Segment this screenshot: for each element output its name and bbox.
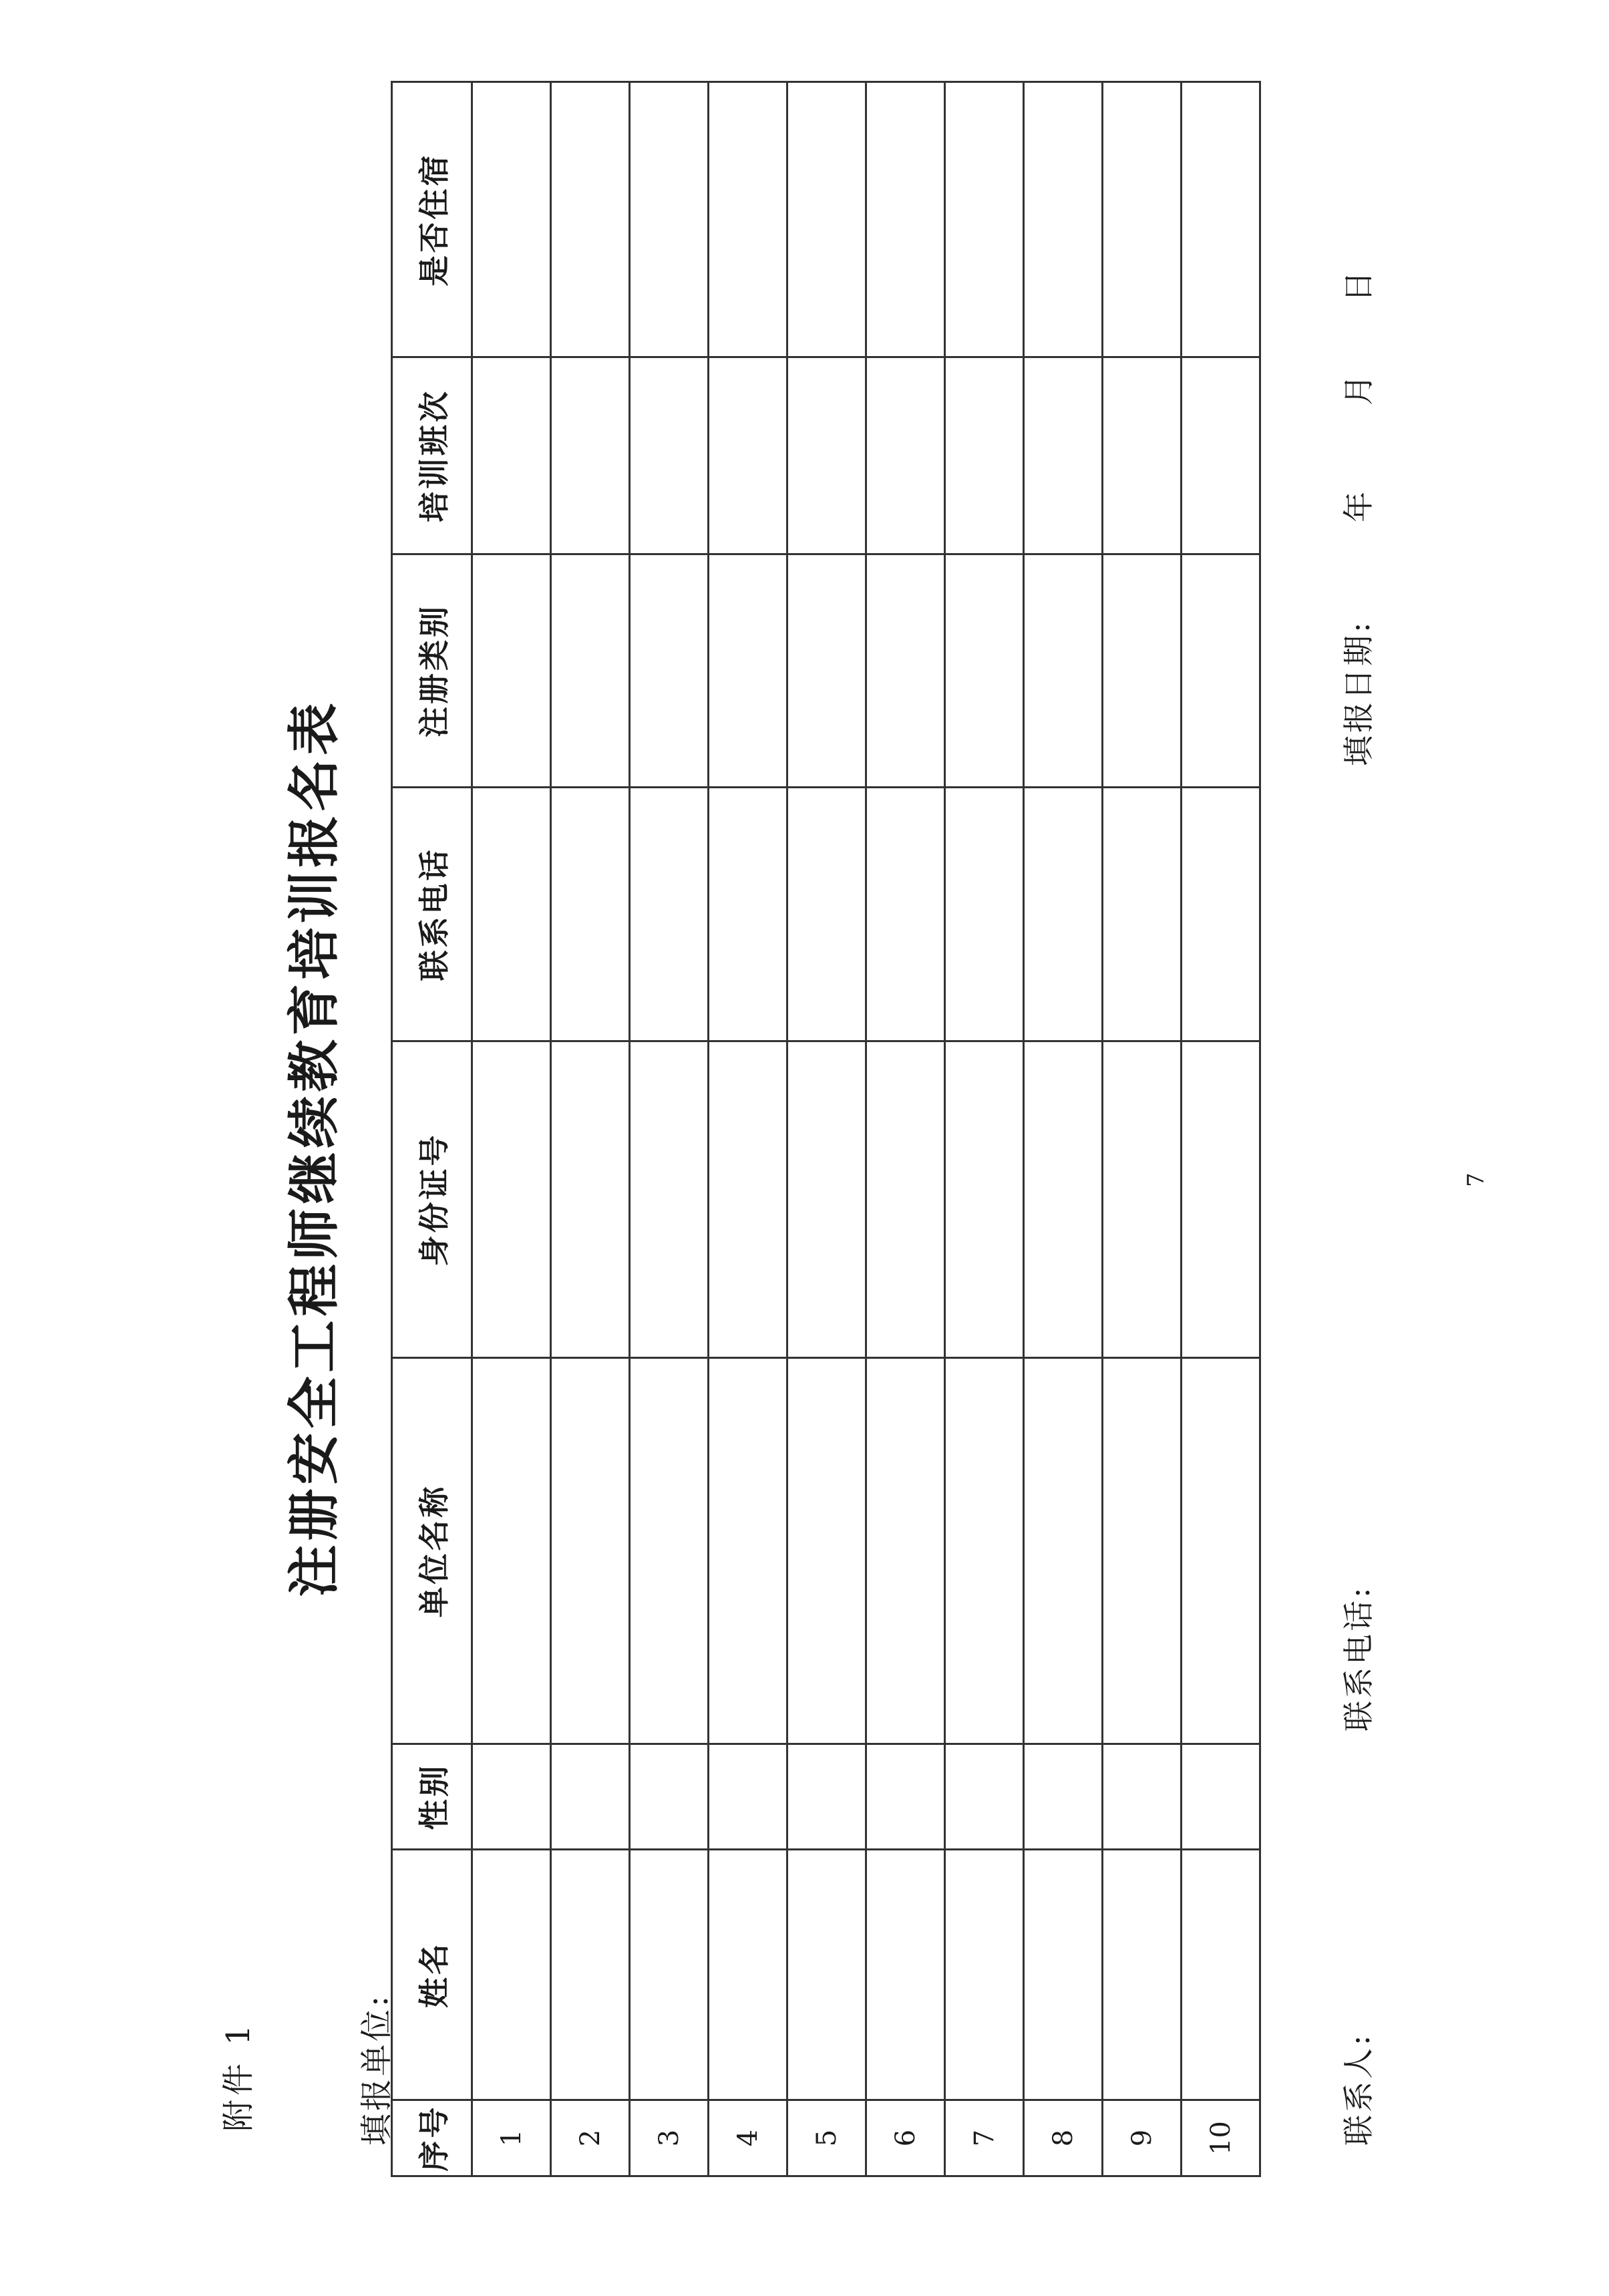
- empty-cell: [709, 1850, 787, 2100]
- empty-cell: [945, 1744, 1024, 1850]
- table-row: [1103, 82, 1182, 2176]
- empty-cell: [787, 554, 866, 788]
- column-header: 姓名: [392, 1850, 472, 2100]
- empty-cell: [709, 1358, 787, 1744]
- empty-cell: [1024, 1850, 1103, 2100]
- empty-cell: [551, 82, 630, 357]
- table-row: [1182, 82, 1260, 2176]
- empty-cell: [787, 788, 866, 1041]
- table-row: [472, 82, 551, 2176]
- empty-cell: [709, 788, 787, 1041]
- contact-phone-label: 联系电话:: [1340, 1585, 1377, 1732]
- empty-cell: [945, 1041, 1024, 1358]
- table-row: [787, 82, 866, 2176]
- row-number: 6: [866, 2100, 945, 2176]
- empty-cell: [1182, 788, 1260, 1041]
- empty-cell: [787, 82, 866, 357]
- table-row: [630, 82, 709, 2176]
- empty-cell: [709, 357, 787, 554]
- empty-cell: [945, 82, 1024, 357]
- empty-cell: [472, 1850, 551, 2100]
- empty-cell: [1024, 788, 1103, 1041]
- date-month-label: 月: [1340, 375, 1377, 405]
- empty-cell: [866, 357, 945, 554]
- empty-cell: [1182, 1041, 1260, 1358]
- empty-cell: [866, 82, 945, 357]
- empty-cell: [1103, 1850, 1182, 2100]
- row-number: 8: [1024, 2100, 1103, 2176]
- empty-cell: [787, 1850, 866, 2100]
- empty-cell: [1182, 554, 1260, 788]
- empty-cell: [709, 82, 787, 357]
- empty-cell: [1182, 357, 1260, 554]
- table-row: [1024, 82, 1103, 2176]
- empty-cell: [472, 1744, 551, 1850]
- empty-cell: [630, 1041, 709, 1358]
- empty-cell: [1024, 357, 1103, 554]
- date-day-label: 日: [1340, 271, 1377, 302]
- contact-person-label: 联系人:: [1340, 2032, 1377, 2146]
- empty-cell: [1103, 357, 1182, 554]
- empty-cell: [945, 357, 1024, 554]
- column-header: 培训班次: [392, 357, 472, 554]
- table-body: [472, 82, 1260, 2176]
- empty-cell: [866, 1041, 945, 1358]
- row-number: 7: [945, 2100, 1024, 2176]
- empty-cell: [472, 357, 551, 554]
- empty-cell: [945, 788, 1024, 1041]
- column-header: 注册类别: [392, 554, 472, 788]
- empty-cell: [472, 788, 551, 1041]
- empty-cell: [1103, 554, 1182, 788]
- empty-cell: [1103, 1744, 1182, 1850]
- empty-cell: [1024, 82, 1103, 357]
- empty-cell: [787, 357, 866, 554]
- row-number: 1: [472, 2100, 551, 2176]
- empty-cell: [630, 1358, 709, 1744]
- empty-cell: [709, 1744, 787, 1850]
- fill-unit-label: 填报单位:: [358, 1993, 395, 2146]
- empty-cell: [630, 357, 709, 554]
- table-row: [866, 82, 945, 2176]
- empty-cell: [1024, 554, 1103, 788]
- registration-table: [391, 81, 1261, 2177]
- column-header: 单位名称: [392, 1358, 472, 1744]
- empty-cell: [866, 788, 945, 1041]
- row-number: 3: [630, 2100, 709, 2176]
- empty-cell: [709, 554, 787, 788]
- empty-cell: [551, 1744, 630, 1850]
- attachment-label: 附件 1: [220, 2021, 257, 2132]
- form-title: 注册安全工程师继续教育培训报名表: [285, 699, 345, 1597]
- empty-cell: [551, 357, 630, 554]
- empty-cell: [1103, 788, 1182, 1041]
- empty-cell: [945, 1850, 1024, 2100]
- row-number: 10: [1182, 2100, 1260, 2176]
- page-number: 7: [1463, 1172, 1489, 1187]
- row-number: 9: [1103, 2100, 1182, 2176]
- empty-cell: [945, 1358, 1024, 1744]
- empty-cell: [551, 554, 630, 788]
- empty-cell: [551, 788, 630, 1041]
- empty-cell: [472, 1041, 551, 1358]
- empty-cell: [472, 554, 551, 788]
- empty-cell: [866, 554, 945, 788]
- empty-cell: [630, 1850, 709, 2100]
- empty-cell: [1182, 82, 1260, 357]
- empty-cell: [472, 1358, 551, 1744]
- table-row: [945, 82, 1024, 2176]
- column-header: 联系电话: [392, 788, 472, 1041]
- column-header: 是否住宿: [392, 82, 472, 357]
- table-header-row: [392, 82, 472, 2176]
- empty-cell: [866, 1850, 945, 2100]
- empty-cell: [1182, 1744, 1260, 1850]
- empty-cell: [945, 554, 1024, 788]
- empty-cell: [1024, 1744, 1103, 1850]
- table-row: [709, 82, 787, 2176]
- empty-cell: [1182, 1850, 1260, 2100]
- empty-cell: [472, 82, 551, 357]
- empty-cell: [866, 1358, 945, 1744]
- column-header: 序号: [392, 2100, 472, 2176]
- empty-cell: [630, 82, 709, 357]
- column-header: 性别: [392, 1744, 472, 1850]
- empty-cell: [709, 1041, 787, 1358]
- empty-cell: [630, 788, 709, 1041]
- row-number: 4: [709, 2100, 787, 2176]
- empty-cell: [630, 554, 709, 788]
- column-header: 身份证号: [392, 1041, 472, 1358]
- empty-cell: [1103, 1358, 1182, 1744]
- empty-cell: [551, 1041, 630, 1358]
- empty-cell: [1103, 82, 1182, 357]
- date-year-label: 年: [1340, 492, 1377, 522]
- fill-date-label: 填报日期:: [1340, 619, 1377, 766]
- empty-cell: [630, 1744, 709, 1850]
- empty-cell: [1024, 1041, 1103, 1358]
- empty-cell: [787, 1358, 866, 1744]
- table-row: [551, 82, 630, 2176]
- empty-cell: [551, 1850, 630, 2100]
- empty-cell: [866, 1744, 945, 1850]
- empty-cell: [1103, 1041, 1182, 1358]
- empty-cell: [1182, 1358, 1260, 1744]
- empty-cell: [551, 1358, 630, 1744]
- empty-cell: [1024, 1358, 1103, 1744]
- empty-cell: [787, 1744, 866, 1850]
- empty-cell: [787, 1041, 866, 1358]
- row-number: 5: [787, 2100, 866, 2176]
- row-number: 2: [551, 2100, 630, 2176]
